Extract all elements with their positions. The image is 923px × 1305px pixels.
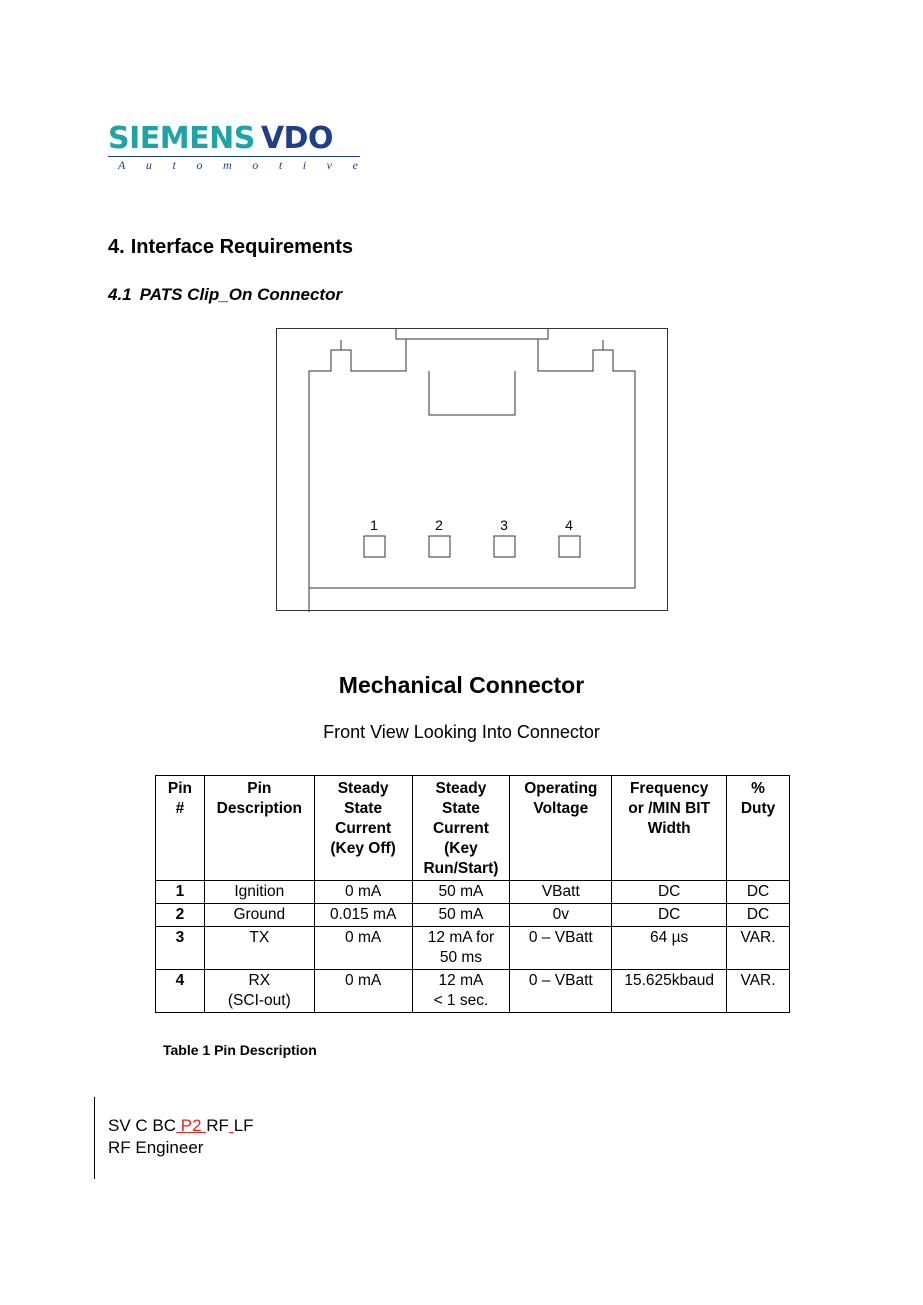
cell-text: VAR. <box>740 972 776 989</box>
pin-contact <box>429 536 450 557</box>
table-body <box>156 881 790 1013</box>
cell-text: 0v <box>552 906 569 923</box>
cell-text: 0 – VBatt <box>528 929 593 946</box>
connector-housing-outline <box>309 339 635 612</box>
footer-doc-code <box>108 1115 254 1137</box>
table-header-cell <box>510 776 612 881</box>
pin-contact <box>364 536 385 557</box>
table-cell <box>612 927 727 970</box>
figure-title: Mechanical Connector <box>338 672 585 698</box>
pin-description-table <box>155 775 790 1013</box>
cell-text: 50 mA <box>438 883 484 900</box>
cell-text: (SCI-out) <box>227 992 291 1009</box>
top-tab <box>396 329 548 339</box>
table-header-row <box>156 776 790 881</box>
table-header-cell <box>412 776 510 881</box>
cell-text: DC <box>746 883 770 900</box>
table-cell <box>612 904 727 927</box>
logo-tagline-letter: t <box>278 158 283 172</box>
header-text: Width <box>647 820 691 837</box>
header-text: Description <box>216 800 302 817</box>
table-cell <box>314 970 412 1013</box>
footer-change-bar <box>94 1097 95 1179</box>
table-cell <box>510 904 612 927</box>
logo-wordmark <box>108 122 360 156</box>
cell-text: 3 <box>175 929 185 946</box>
diagram-outer-frame <box>277 329 668 611</box>
header-text: % <box>751 780 765 797</box>
table-row <box>156 904 790 927</box>
table-cell <box>727 970 790 1013</box>
table-cell <box>156 970 205 1013</box>
header-text: Run/Start) <box>423 860 499 877</box>
table-cell <box>612 881 727 904</box>
subsection-title: PATS Clip_On Connector <box>139 285 343 304</box>
table-cell <box>314 927 412 970</box>
table-cell <box>510 881 612 904</box>
table-cell <box>314 881 412 904</box>
footer-code-revision: P2 <box>176 1116 207 1135</box>
logo-tagline-letter: u <box>145 158 152 172</box>
cell-text: DC <box>657 883 681 900</box>
table-cell <box>510 927 612 970</box>
header-text: Operating <box>524 780 598 797</box>
pin-contact <box>559 536 580 557</box>
table-cell <box>156 881 205 904</box>
table-cell <box>204 904 314 927</box>
table-header-cell <box>156 776 205 881</box>
logo-tagline-letter: m <box>223 158 232 172</box>
pin-contact <box>494 536 515 557</box>
table-cell <box>156 904 205 927</box>
logo-tagline-letter: e <box>352 158 358 172</box>
logo-tagline-letter: A <box>118 158 126 172</box>
table-cell <box>314 904 412 927</box>
section-number: 4. <box>108 236 125 258</box>
header-text: (Key <box>444 840 478 857</box>
pin-label: 2 <box>435 517 443 533</box>
cell-text: 0.015 mA <box>329 906 397 923</box>
cell-text: 12 mA for <box>427 929 495 946</box>
table-header-cell <box>727 776 790 881</box>
logo-tagline-letter: o <box>196 158 203 172</box>
table-header-cell <box>612 776 727 881</box>
header-text: Current <box>432 820 489 837</box>
section-title: Interface Requirements <box>130 236 353 258</box>
footer-role: RF Engineer <box>108 1138 204 1157</box>
header-text: State <box>344 800 383 817</box>
table-cell <box>727 927 790 970</box>
table-cell <box>204 927 314 970</box>
cell-text: 0 mA <box>345 929 382 946</box>
header-text: Pin <box>247 780 272 797</box>
logo-rule <box>108 156 360 157</box>
table-row <box>156 927 790 970</box>
header-text: or /MIN BIT <box>628 800 711 817</box>
table-cell <box>412 881 510 904</box>
cell-text: 2 <box>175 906 185 923</box>
header-text: # <box>175 800 185 817</box>
header-text: Steady <box>337 780 389 797</box>
logo-brand-main: SIEMENS <box>108 121 255 156</box>
header-text: Current <box>335 820 392 837</box>
table-caption: Table 1 Pin Description <box>163 1042 317 1058</box>
footer <box>108 1115 254 1159</box>
cell-text: TX <box>249 929 270 946</box>
logo-tagline-letter: t <box>172 158 176 172</box>
cell-text: 4 <box>175 972 185 989</box>
cell-text: DC <box>746 906 770 923</box>
table-header-cell <box>314 776 412 881</box>
pin-group <box>364 517 580 557</box>
header-text: Steady <box>435 780 487 797</box>
cell-text: 50 mA <box>438 906 484 923</box>
logo-tagline <box>118 158 358 173</box>
latch-window <box>429 371 515 415</box>
table-cell <box>412 927 510 970</box>
table-cell <box>412 904 510 927</box>
table-cell <box>510 970 612 1013</box>
table-header-cell <box>204 776 314 881</box>
footer-code-part: LF <box>233 1116 254 1135</box>
header-text: Voltage <box>533 800 589 817</box>
footer-code-part: RF <box>206 1116 229 1135</box>
table-cell <box>204 970 314 1013</box>
logo-tagline-letter: v <box>326 158 332 172</box>
table-row <box>156 881 790 904</box>
logo-brand-second: VDO <box>260 121 333 156</box>
cell-text: 12 mA <box>438 972 484 989</box>
pin-label: 1 <box>370 517 378 533</box>
header-text: Duty <box>740 800 776 817</box>
cell-text: VAR. <box>740 929 776 946</box>
footer-code-part: SV C BC <box>108 1116 177 1135</box>
table-row <box>156 970 790 1013</box>
cell-text: 0 – VBatt <box>528 972 593 989</box>
cell-text: Ground <box>233 906 286 923</box>
table-cell <box>612 970 727 1013</box>
table-cell <box>727 904 790 927</box>
subsection-heading <box>108 285 342 305</box>
table-cell <box>727 881 790 904</box>
figure-subtitle: Front View Looking Into Connector <box>323 722 600 742</box>
cell-text: RX <box>248 972 271 989</box>
table-cell <box>204 881 314 904</box>
table-cell <box>156 927 205 970</box>
cell-text: 0 mA <box>345 883 382 900</box>
cell-text: 15.625kbaud <box>624 972 714 989</box>
pin-label: 3 <box>500 517 508 533</box>
header-text: Pin <box>167 780 192 797</box>
cell-text: < 1 sec. <box>433 992 489 1009</box>
siemens-vdo-logo <box>108 121 360 172</box>
table-cell <box>412 970 510 1013</box>
cell-text: 50 ms <box>439 949 483 966</box>
header-text: State <box>441 800 480 817</box>
cell-text: DC <box>657 906 681 923</box>
logo-tagline-letter: i <box>302 158 307 172</box>
cell-text: 64 µs <box>650 929 689 946</box>
cell-text: 1 <box>175 883 185 900</box>
cell-text: Ignition <box>234 883 285 900</box>
header-text: (Key Off) <box>330 840 396 857</box>
section-heading <box>108 236 353 259</box>
pin-label: 4 <box>565 517 573 533</box>
logo-tagline-letter: o <box>252 158 259 172</box>
cell-text: 0 mA <box>345 972 382 989</box>
subsection-number: 4.1 <box>108 285 132 304</box>
connector-diagram <box>275 328 669 612</box>
cell-text: VBatt <box>541 883 580 900</box>
header-text: Frequency <box>629 780 709 797</box>
